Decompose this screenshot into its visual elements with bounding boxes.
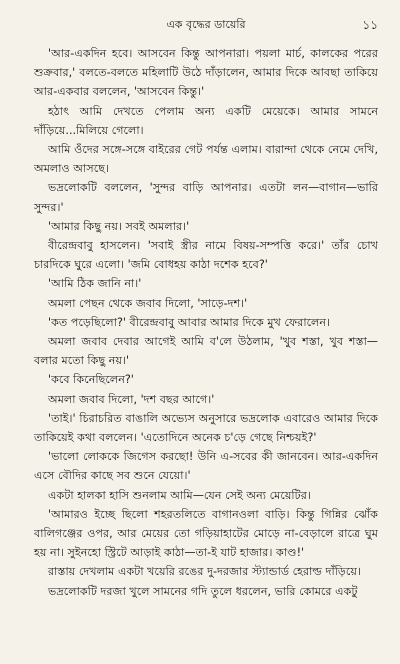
paragraph: ভদ্রলোকটি দরজা খুলে সামনের গদি তুলে ধরলেন, ভারি কোমরে একটু — [48, 584, 358, 598]
paragraph: 'কত পড়েছিলো?' বীরেন্দ্রবাবু আবার আমার দিকে মুখ ফেরালেন। — [48, 315, 331, 329]
paragraph: আমি ওঁদের সঙ্গে-সঙ্গে বাইরের গেট পর্যন্ত এলাম। বারান্দা থেকে নেমে দেখি, অমলাও আসছে। — [34, 143, 378, 176]
paragraph: 'আমার কিছু নয়। সবই অমলার।' — [48, 219, 190, 233]
paragraph: বীরেন্দ্রবাবু হাসলেন। 'সবাই স্ত্রীর নামে বিষয়-সম্পত্তি করে।' তাঁর চোখ চারদিকে ঘুরে এলো। 'জমি বোধহয় কাঠা দশেক হবে?' — [34, 239, 378, 272]
paragraph: 'ভালো লোককে জিগেস করছো! উনি এ-সবের কী জানবেন। আর-একদিন এসে বৌদির কাছে সব শুনে যেয়ো।' — [34, 450, 378, 483]
paragraph: 'তাই।' চিরাচরিত বাঙালি অভ্যেস অনুসারে ভদ্রলোক এবারেও আমার দিকে তাকিয়েই কথা বললেন। 'এতোদিনে অনেক চ'ড়ে গেছে নিশ্চয়ই?' — [34, 411, 378, 445]
paragraph: 'কবে কিনেছিলেন?' — [48, 373, 134, 387]
paragraph: অমলা জবাব দিলো, 'দশ বছর আগে।' — [48, 392, 215, 406]
page-body — [34, 44, 378, 601]
paragraph: অমলা জবাব দেবার আগেই আমি ব'লে উঠলাম, 'খুব শস্তা, খুব শস্তা—বলার মতো কিছু নয়।' — [34, 335, 378, 368]
page-header — [34, 14, 378, 36]
paragraph: একটা হালকা হাসি শুনলাম আমি—যেন সেই অন্য মেয়েটির। — [48, 488, 311, 502]
paragraph: হঠাৎ আমি দেখতে পেলাম অন্য একটি মেয়েকে। আমার সামনে দাঁড়িয়ে...মিলিয়ে গেলো। — [34, 104, 378, 137]
running-title: এক বৃদ্ধের ডায়েরি — [166, 18, 246, 31]
paragraph: 'আমি ঠিক জানি না।' — [48, 277, 142, 291]
paragraph: অমলা পেছন থেকে জবাব দিলো, 'সাড়ে-দশ।' — [48, 296, 248, 310]
paragraph: 'আমারও ইচ্ছে ছিলো শহরতলিতে বাগানওলা বাড়ি। কিন্তু গিন্নির ঝোঁক বালিগঞ্জের ওপর, আর মেয়ের তো গড়িয়াহাটের মোড়ে না-বেড়ালে রাত্রে ঘুম হয় না। সুইনহো স্ট্রিটে আড়াই কাঠা—তা-ই যাট হাজার। কাণ্ড!' — [34, 507, 378, 560]
paragraph: রাস্তায় দেখলাম একটা খয়েরি রঙের দু-দরজার স্ট্যান্ডার্ড হেরাল্ড দাঁড়িয়ে। — [48, 565, 361, 579]
paragraph: ভদ্রলোকটি বললেন, 'সুন্দর বাড়ি আপনার। এতটা লন—বাগান—ভারি সুন্দর।' — [34, 181, 378, 214]
paragraph: 'আর-একদিন হবে। আসবেন কিন্তু আপনারা। পয়লা মার্চ, কালকের পরের শুক্রবার,' বলতে-বলতে মহিলাটি উঠে দাঁড়ালেন, আমার দিকে আবছা তাকিয়ে আর-একবার বললেন, 'আসবেন কিন্তু।' — [34, 47, 378, 99]
page-number: ১১ — [362, 18, 378, 32]
